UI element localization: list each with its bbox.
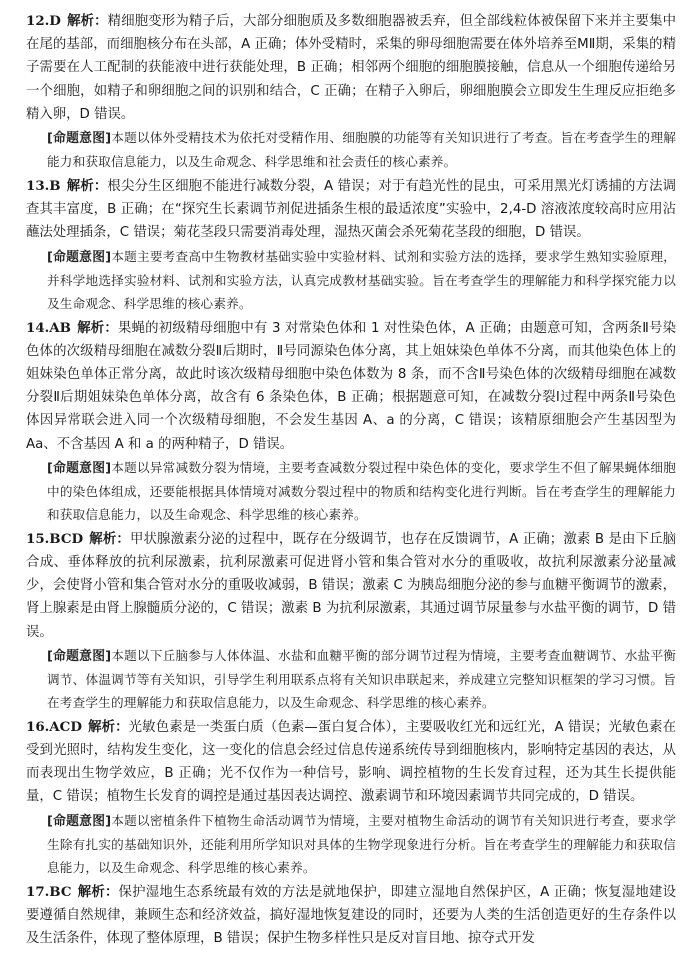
intent-label: [命题意图] bbox=[47, 648, 112, 664]
intent-text: 本题以密植条件下植物生命活动调节为情境，主要对植物生命活动的调节有关知识进行考查，要求学生除有扎实的基础知识外，还能利用所学知识对具体的生物学现象进行分析。旨在考查学生的理解能力和获取信息能力，以及生命观念、科学思维的核心素养。 bbox=[47, 812, 676, 875]
question-16-intent bbox=[26, 809, 676, 879]
intent-text: 本题以体外受精技术为依托对受精作用、细胞膜的功能等有关知识进行了考查。旨在考查学生的理解能力和获取信息能力，以及生命观念、科学思维和社会责任的核心素养。 bbox=[47, 130, 676, 170]
question-17-analysis bbox=[26, 881, 676, 951]
intent-text: 本题主要考查高中生物教材基础实验中实验材料、试剂和实验方法的选择，要求学生熟知实验原理，并科学地选择实验材料、试剂和实验方法，认真完成教材基础实验。旨在考查学生的理解能力和科学探究能力以及生命观念、科学思维的核心素养。 bbox=[47, 248, 676, 311]
analysis-text: 果蝇的初级精母细胞中有 3 对常染色体和 1 对性染色体，A 正确；由题意可知，含两条Ⅱ号染色体的次级精母细胞在减数分裂Ⅱ后期时，Ⅱ号同源染色体分离，其上姐妹染色单体不分离，而其他染色体上的姐妹染色单体正常分离，故此时该次级精母细胞中染色体数为 8 条，而不含Ⅱ号染色体的次级精母细胞在减数分裂Ⅱ后期姐妹染色单体分离，故含有 6 条染色体，B 正确；根据题意可知，在减数分裂Ⅰ过程中两条Ⅱ号染色体因异常联会进入同一个次级精母细胞，不会发生基因 A、a 的分离，C 错误；该精原细胞会产生基因型为 Aa、不含基因 A 和 a 的两种精子，D 错误。 bbox=[26, 320, 676, 452]
question-16 bbox=[26, 716, 676, 879]
question-number: 17.BC bbox=[26, 883, 72, 900]
analysis-text: 根尖分生区细胞不能进行减数分裂，A 错误；对于有趋光性的昆虫，可采用黑光灯诱捕的方法调查其丰富度，B 正确；在“探究生长素调节剂促进插条生根的最适浓度”实验中，2,4-D 溶液浓度较高时应用沾蘸法处理插条，C 错误；菊花茎段只需要消毒处理，湿热灭菌会杀死菊花茎段的细胞，D 错误。 bbox=[26, 179, 676, 241]
question-13-intent bbox=[26, 245, 676, 315]
analysis-label: 解析： bbox=[87, 719, 129, 735]
analysis-text: 甲状腺激素分泌的过程中，既存在分级调节，也存在反馈调节，A 正确；激素 B 是由下丘脑合成、垂体释放的抗利尿激素，抗利尿激素可促进肾小管和集合管对水分的重吸收，故抗利尿激素分泌量减少，会使肾小管和集合管对水分的重吸收减弱，B 错误；激素 C 为胰岛细胞分泌的参与血糖平衡调节的激素，肾上腺素是由肾上腺髓质分泌的，C 错误；激素 B 为抗利尿激素，其通过调节尿量参与水盐平衡的调节，D 错误。 bbox=[26, 531, 677, 640]
analysis-text: 精细胞变形为精子后，大部分细胞质及多数细胞器被丢弃，但全部线粒体被保留下来并主要集中在尾的基部，而细胞核分布在头部，A 正确；体外受精时，采集的卵母细胞需要在体外培养至MⅡ期，采集的精子需要在人工配制的获能液中进行获能处理，B 正确；相邻两个细胞的细胞膜接触，信息从一个细胞传递给另一个细胞，如精子和卵细胞之间的识别和结合，C 正确；在精子入卵后，卵细胞膜会立即发生生理反应拒绝多精入卵，D 错误。 bbox=[26, 14, 676, 122]
intent-label: [命题意图] bbox=[47, 460, 112, 476]
analysis-text: 保护湿地生态系统最有效的方法是就地保护，即建立湿地自然保护区，A 正确；恢复湿地建设要遵循自然规律，兼顾生态和经济效益，搞好湿地恢复建设的同时，还要为人类的生活创造更好的生存条件以及生活条件，体现了整体原理，B 错误；保护生物多样性只是反对盲目地、掠夺式开发 bbox=[26, 884, 676, 947]
analysis-label: 解析： bbox=[89, 531, 130, 547]
intent-text: 本题以下丘脑参与人体体温、水盐和血糖平衡的部分调节过程为情境，主要考查血糖调节、水盐平衡调节、体温调节等有关知识，引导学生利用联系点将有关知识串联起来，养成建立完整知识框架的学习习惯。旨在考查学生的理解能力和获取信息能力，以及生命观念、科学思维的核心素养。 bbox=[47, 647, 676, 710]
analysis-label: 解析： bbox=[77, 320, 118, 336]
question-15 bbox=[26, 528, 676, 714]
intent-label: [命题意图] bbox=[47, 813, 112, 829]
intent-label: [命题意图] bbox=[47, 249, 112, 265]
question-14-intent bbox=[26, 456, 676, 526]
question-14-analysis bbox=[26, 317, 676, 456]
question-14 bbox=[26, 317, 676, 526]
question-number: 12.D bbox=[26, 13, 61, 29]
question-13 bbox=[26, 175, 676, 315]
question-number: 16.ACD bbox=[26, 718, 82, 735]
question-12-analysis bbox=[26, 10, 676, 126]
analysis-label: 解析： bbox=[66, 14, 108, 29]
question-number: 15.BCD bbox=[26, 530, 84, 547]
question-12-intent bbox=[26, 126, 676, 173]
question-number: 14.AB bbox=[26, 319, 72, 336]
question-15-analysis bbox=[26, 528, 676, 644]
question-16-analysis bbox=[26, 716, 676, 809]
question-15-intent bbox=[26, 644, 676, 714]
intent-text: 本题以异常减数分裂为情境，主要考查减数分裂过程中染色体的变化，要求学生不但了解果蝇体细胞中的染色体组成，还要能根据具体情境对减数分裂过程中的物质和结构变化进行判断。旨在考查学生的理解能力和获取信息能力，以及生命观念、科学思维的核心素养。 bbox=[47, 459, 676, 522]
analysis-text: 光敏色素是一类蛋白质（色素—蛋白复合体），主要吸收红光和远红光，A 错误；光敏色素在受到光照时，结构发生变化，这一变化的信息会经过信息传递系统传导到细胞核内，影响特定基因的表达，从而表现出生物学效应，B 正确；光不仅作为一种信号，影响、调控植物的生长发育过程，还为其生长提供能量，C 错误；植物生长发育的调控是通过基因表达调控、激素调节和环境因素调节共同完成的，D 错误。 bbox=[26, 719, 677, 805]
question-13-analysis bbox=[26, 175, 676, 245]
analysis-label: 解析： bbox=[66, 179, 108, 195]
question-12 bbox=[26, 10, 676, 173]
analysis-label: 解析： bbox=[77, 884, 119, 900]
question-number: 13.B bbox=[26, 178, 61, 195]
intent-label: [命题意图] bbox=[47, 131, 112, 147]
question-17 bbox=[26, 881, 676, 951]
